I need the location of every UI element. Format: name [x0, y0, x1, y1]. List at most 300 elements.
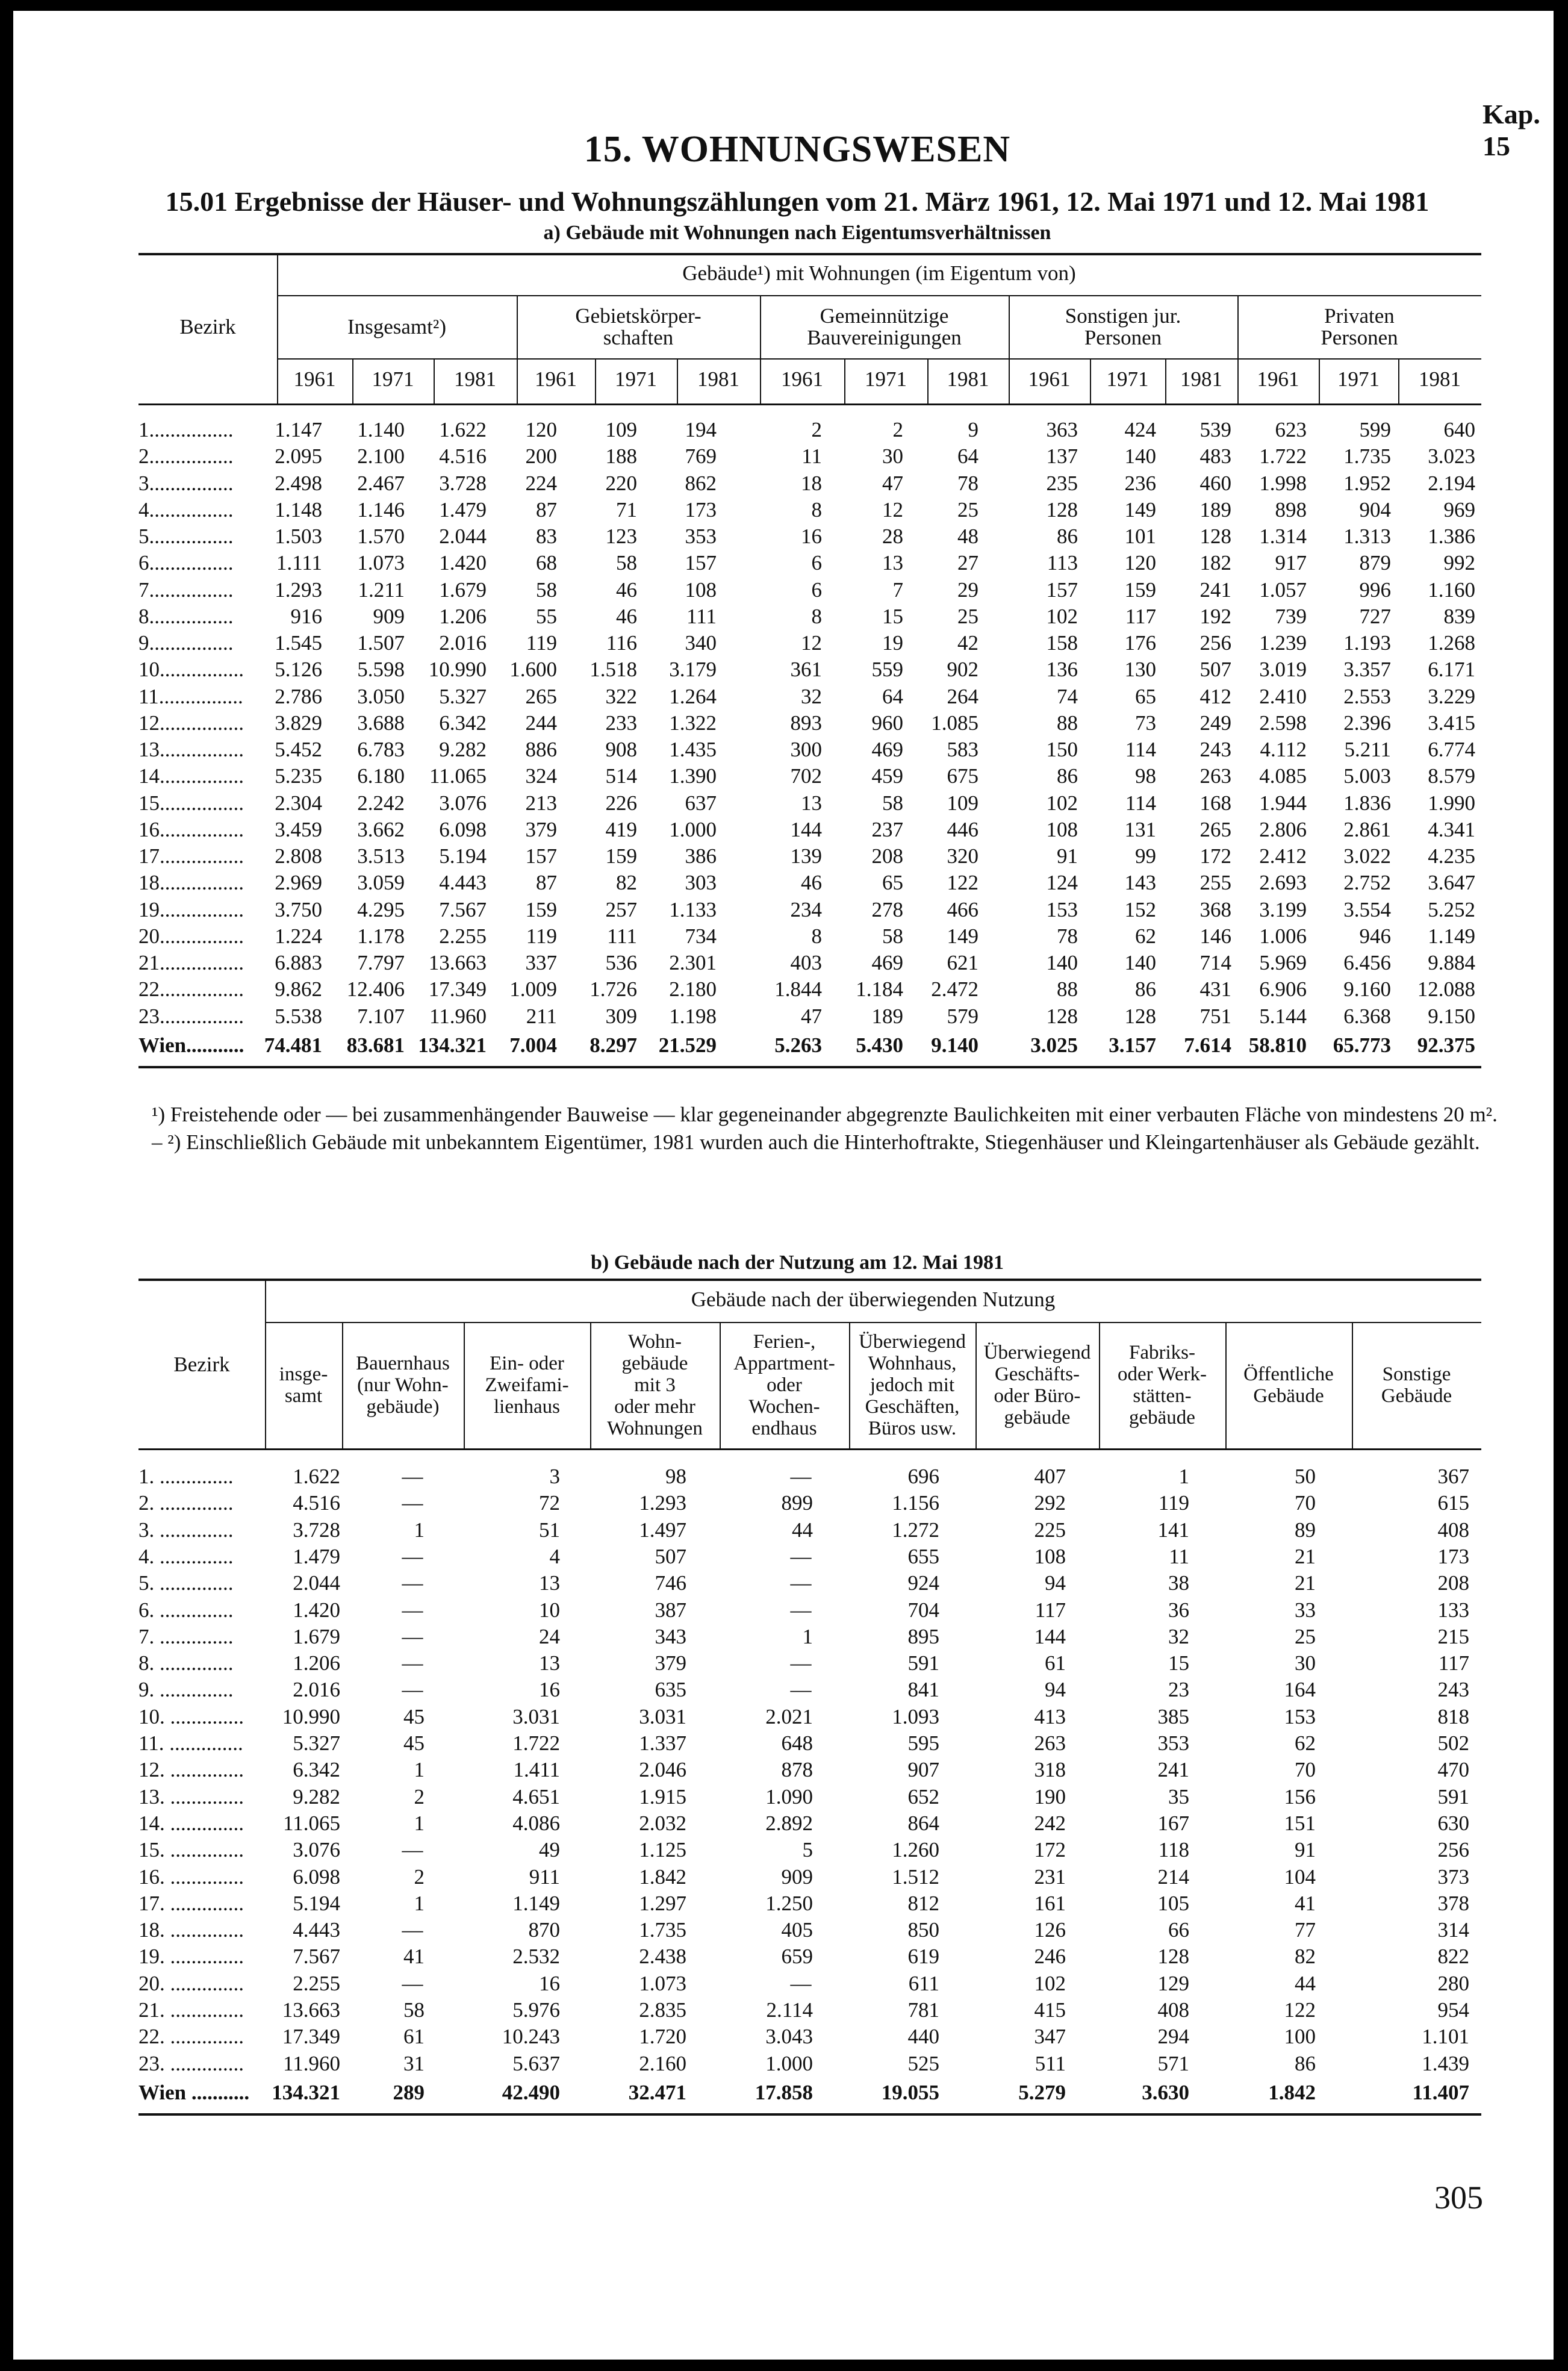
table-cell: 1.507	[357, 631, 405, 655]
table-cell: 72	[539, 1491, 560, 1515]
table-cell: 104	[1284, 1865, 1316, 1889]
table-cell: 25	[957, 604, 978, 628]
table-cell: 1.439	[1422, 2051, 1469, 2075]
table-cell: —	[402, 1678, 423, 1702]
table-cell: 1.085	[931, 711, 978, 735]
table-cell: 64	[882, 684, 903, 708]
rule	[720, 1322, 721, 1448]
table-cell: 44	[792, 1518, 813, 1542]
table-cell: 2.255	[439, 924, 487, 948]
table-cell: 6.883	[275, 951, 322, 974]
table-cell: 324	[525, 764, 557, 788]
table-cell: 960	[871, 711, 903, 735]
table-cell: 343	[655, 1624, 686, 1648]
year-header: 1981	[947, 367, 989, 391]
table-cell: 2.861	[1343, 817, 1391, 841]
table-cell: 94	[1045, 1678, 1066, 1702]
rule	[927, 358, 929, 403]
column-header: Wohn- gebäude mit 3 oder mehr Wohnungen	[607, 1331, 703, 1439]
table-cell: 1.133	[669, 897, 717, 921]
table-cell: 4	[549, 1544, 560, 1568]
table-cell: 3.630	[1142, 2080, 1189, 2104]
table-cell: 65	[1135, 684, 1156, 708]
row-label: 13. ..............	[138, 1784, 244, 1809]
table-cell: 361	[790, 658, 822, 682]
table-cell: 137	[1046, 444, 1078, 469]
table-cell: 3.829	[275, 711, 322, 735]
table-cell: 1.073	[357, 551, 405, 575]
table-cell: 904	[1359, 497, 1391, 522]
table-cell: 1.314	[1259, 525, 1307, 548]
table-cell: —	[402, 1918, 423, 1942]
table-cell: 119	[526, 924, 557, 948]
table-row	[13, 91, 1356, 117]
table-cell: 3.513	[357, 844, 405, 868]
table-cell: 108	[1046, 817, 1078, 841]
table-cell: 256	[1199, 631, 1231, 655]
table-cell: 2.100	[357, 444, 405, 469]
table-cell: 5.430	[856, 1033, 903, 1057]
year-header: 1971	[615, 367, 657, 391]
row-label: 1. ..............	[138, 1465, 234, 1488]
table-cell: 2.301	[669, 951, 717, 974]
table-cell: 1.156	[892, 1491, 939, 1515]
table-cell: 7	[892, 578, 903, 602]
table-cell: 46	[616, 604, 637, 628]
table-cell: 2.021	[765, 1704, 813, 1728]
table-cell: 136	[1046, 658, 1078, 682]
year-header: 1961	[781, 367, 823, 391]
table-cell: 213	[525, 791, 557, 815]
table-cell: 91	[1295, 1838, 1316, 1862]
table-cell: 1.844	[774, 977, 822, 1002]
table-cell: —	[402, 1598, 423, 1622]
table-cell: 2.438	[639, 1945, 686, 1969]
table-cell: 70	[1295, 1491, 1316, 1515]
table-cell: 280	[1437, 1971, 1469, 1995]
table-cell: 3.199	[1259, 897, 1307, 921]
year-header: 1981	[1180, 367, 1222, 391]
table-cell: 124	[1046, 871, 1078, 895]
table-cell: 11.960	[429, 1004, 487, 1028]
table-cell: 1.147	[275, 418, 322, 441]
table-cell: 3.554	[1343, 897, 1391, 921]
rule	[1398, 358, 1399, 403]
table-cell: 992	[1443, 551, 1475, 575]
table-cell: 630	[1437, 1811, 1469, 1835]
table-cell: 234	[790, 897, 822, 921]
table-cell: 1	[802, 1624, 813, 1648]
table-cell: 1.160	[1428, 578, 1475, 602]
table-cell: 10	[539, 1598, 560, 1622]
table-cell: 379	[525, 817, 557, 841]
table-cell: 5.003	[1343, 764, 1391, 788]
table-cell: 2	[414, 1784, 425, 1809]
table-cell: 10.990	[428, 658, 487, 682]
table-cell: 32	[801, 684, 822, 708]
table-cell: 111	[607, 924, 637, 948]
table-cell: 190	[1034, 1784, 1066, 1809]
table-cell: 714	[1199, 951, 1231, 974]
table-cell: 5.327	[293, 1731, 340, 1755]
row-label: 8. ..............	[138, 1651, 234, 1675]
table-cell: 8.297	[590, 1033, 637, 1057]
table-cell: 3.662	[357, 817, 405, 841]
table-cell: 3.728	[439, 471, 487, 495]
table-cell: 11.960	[283, 2051, 340, 2075]
table-cell: 21	[1295, 1544, 1316, 1568]
year-header: 1981	[697, 367, 739, 391]
table-cell: 173	[1437, 1544, 1469, 1568]
table-cell: 192	[1199, 604, 1231, 628]
row-label: 18. ..............	[138, 1918, 244, 1942]
rule	[138, 1279, 1481, 1281]
row-label: 13................	[138, 738, 244, 761]
table-cell: 140	[1124, 444, 1156, 469]
table-cell: 86	[1057, 525, 1078, 548]
table-cell: 407	[1034, 1465, 1066, 1488]
table-cell: 225	[1034, 1518, 1066, 1542]
table-cell: 73	[1135, 711, 1156, 735]
table-cell: 62	[1135, 924, 1156, 948]
row-label: Wien...........	[138, 1033, 244, 1057]
table-cell: 2.808	[275, 844, 322, 868]
table-cell: 9.160	[1343, 977, 1391, 1002]
table-cell: 246	[1034, 1945, 1066, 1969]
document-page	[13, 11, 1554, 2360]
table-cell: 2.969	[275, 871, 322, 895]
table-cell: 13.663	[282, 1998, 340, 2022]
table-cell: 1.140	[357, 418, 405, 441]
table-cell: 119	[1158, 1491, 1189, 1515]
table-cell: 237	[871, 817, 903, 841]
table-cell: 78	[1057, 924, 1078, 948]
table-cell: 1.545	[275, 631, 322, 655]
bezirk-header: Bezirk	[179, 315, 236, 338]
table-cell: 265	[1199, 817, 1231, 841]
table-cell: 30	[1295, 1651, 1316, 1675]
table-cell: 116	[606, 631, 637, 655]
table-cell: 2.806	[1259, 817, 1307, 841]
table-cell: 242	[1034, 1811, 1066, 1835]
table-cell: —	[402, 1544, 423, 1568]
table-cell: 114	[1125, 738, 1156, 761]
table-cell: 1.146	[357, 497, 405, 522]
table-cell: 32	[1168, 1624, 1189, 1648]
year-header: 1961	[535, 367, 577, 391]
table-cell: 44	[1295, 1971, 1316, 1995]
table-cell: 48	[957, 525, 978, 548]
year-header: 1971	[372, 367, 414, 391]
table-cell: 61	[403, 2025, 425, 2049]
row-label: 9................	[138, 631, 234, 655]
table-cell: 4.443	[439, 871, 487, 895]
group-header: Insgesamt²)	[347, 315, 447, 338]
row-label: 9. ..............	[138, 1678, 234, 1702]
table-cell: 818	[1437, 1704, 1469, 1728]
table-cell: 128	[1157, 1945, 1189, 1969]
table-a-caption: a) Gebäude mit Wohnungen nach Eigentumsverhältnissen	[543, 222, 1051, 244]
table-cell: 1.178	[357, 924, 405, 948]
table-cell: 559	[871, 658, 903, 682]
table-cell: 954	[1437, 1998, 1469, 2022]
table-cell: 511	[1034, 2051, 1066, 2075]
table-cell: 263	[1199, 764, 1231, 788]
table-cell: 648	[781, 1731, 813, 1755]
table-cell: 353	[685, 525, 717, 548]
table-cell: 263	[1034, 1731, 1066, 1755]
rule	[138, 403, 1481, 405]
table-cell: 591	[907, 1651, 939, 1675]
table-cell: 1.206	[439, 604, 487, 628]
table-cell: 2.032	[639, 1811, 686, 1835]
column-header: Überwiegend Wohnhaus, jedoch mit Geschäften, Büros usw.	[859, 1331, 966, 1439]
column-header: Ferien-, Appartment- oder Wochen- endhaus	[733, 1331, 835, 1439]
table-cell: —	[402, 1465, 423, 1488]
table-cell: 235	[1046, 471, 1078, 495]
table-cell: 3.025	[1030, 1033, 1078, 1057]
row-label: 19................	[138, 897, 244, 921]
table-cell: 1.722	[1259, 444, 1307, 469]
table-cell: 149	[1124, 497, 1156, 522]
row-label: 15................	[138, 791, 244, 815]
table-cell: 1.570	[357, 525, 405, 548]
table-cell: 2.242	[357, 791, 405, 815]
table-cell: 13.663	[428, 951, 487, 974]
table-cell: 878	[781, 1758, 813, 1782]
table-cell: 2	[414, 1865, 425, 1889]
table-cell: 879	[1359, 551, 1391, 575]
table-cell: 2.160	[639, 2051, 686, 2075]
table-cell: 611	[908, 1971, 939, 1995]
table-cell: 6	[811, 578, 822, 602]
table-cell: 2.553	[1343, 684, 1391, 708]
table-cell: 1.198	[669, 1004, 717, 1028]
table-cell: 1.193	[1343, 631, 1391, 655]
table-cell: 15	[882, 604, 903, 628]
table-cell: 28	[882, 525, 903, 548]
rule	[464, 1322, 465, 1448]
table-cell: 11	[801, 444, 822, 469]
span-header: Gebäude nach der überwiegenden Nutzung	[691, 1288, 1056, 1311]
table-cell: 58	[882, 791, 903, 815]
table-cell: 387	[655, 1598, 686, 1622]
row-label: 2. ..............	[138, 1491, 234, 1515]
table-cell: 264	[947, 684, 978, 708]
table-cell: 153	[1046, 897, 1078, 921]
table-cell: 256	[1437, 1838, 1469, 1862]
table-cell: 363	[1046, 418, 1078, 441]
table-cell: 1.411	[513, 1758, 560, 1782]
table-cell: 1.009	[509, 977, 557, 1002]
table-cell: 7.567	[293, 1945, 340, 1969]
table-cell: 318	[1034, 1758, 1066, 1782]
table-cell: 1.297	[639, 1891, 686, 1915]
table-cell: 996	[1359, 578, 1391, 602]
table-cell: 172	[1199, 844, 1231, 868]
table-row	[13, 1210, 1356, 1237]
table-cell: 6.456	[1343, 951, 1391, 974]
table-cell: 591	[1437, 1784, 1469, 1809]
table-cell: 898	[1275, 497, 1307, 522]
table-cell: 18	[801, 471, 822, 495]
table-cell: 9.862	[275, 977, 322, 1002]
year-header: 1971	[865, 367, 907, 391]
table-cell: 23	[1168, 1678, 1189, 1702]
table-cell: 1.293	[275, 578, 322, 602]
table-cell: 123	[605, 525, 637, 548]
rule	[1225, 1322, 1227, 1448]
table-cell: 1.479	[439, 497, 487, 522]
table-cell: 6.342	[293, 1758, 340, 1782]
table-cell: 215	[1437, 1624, 1469, 1648]
table-cell: 152	[1124, 897, 1156, 921]
row-label: 6. ..............	[138, 1598, 234, 1622]
table-cell: 886	[525, 738, 557, 761]
table-cell: 65.773	[1333, 1033, 1391, 1057]
table-cell: 134.321	[272, 2080, 340, 2104]
table-cell: 1.679	[293, 1624, 340, 1648]
table-cell: 5.327	[439, 684, 487, 708]
table-cell: —	[402, 1571, 423, 1595]
chapter-title: 15. WOHNUNGSWESEN	[583, 129, 1011, 170]
table-cell: 408	[1437, 1518, 1469, 1542]
table-cell: 1.093	[892, 1704, 939, 1728]
table-cell: 2.396	[1343, 711, 1391, 735]
table-cell: 1.090	[765, 1784, 813, 1809]
row-label: 7................	[138, 578, 234, 602]
table-cell: 141	[1157, 1518, 1189, 1542]
table-cell: 1.726	[590, 977, 637, 1002]
table-cell: 119	[526, 631, 557, 655]
table-cell: 13	[539, 1651, 560, 1675]
table-cell: 29	[957, 578, 978, 602]
rule	[138, 1066, 1481, 1068]
table-cell: 208	[871, 844, 903, 868]
table-cell: 3.076	[439, 791, 487, 815]
group-header: Gebietskörper- schaften	[575, 304, 702, 349]
table-cell: 1.622	[293, 1465, 340, 1488]
table-cell: 303	[685, 871, 717, 895]
table-cell: 19.055	[881, 2080, 939, 2104]
table-cell: 243	[1199, 738, 1231, 761]
table-cell: 5.194	[439, 844, 487, 868]
table-cell: 507	[655, 1544, 686, 1568]
table-cell: 292	[1034, 1491, 1066, 1515]
table-cell: 122	[947, 871, 978, 895]
table-cell: 83.681	[346, 1033, 405, 1057]
table-cell: 1.998	[1259, 471, 1307, 495]
table-cell: 12	[801, 631, 822, 655]
table-cell: 5.637	[512, 2051, 560, 2075]
table-cell: 78	[957, 471, 978, 495]
table-cell: 5.211	[1344, 738, 1391, 761]
table-cell: 157	[525, 844, 557, 868]
table-cell: 2	[892, 418, 903, 441]
table-cell: 6.906	[1259, 977, 1307, 1002]
table-cell: 74	[1057, 684, 1078, 708]
table-cell: 4.085	[1259, 764, 1307, 788]
table-cell: 704	[907, 1598, 939, 1622]
table-cell: 1	[1178, 1465, 1189, 1488]
year-header: 1981	[1419, 367, 1461, 391]
row-label: 1................	[138, 418, 234, 441]
column-header: Öffentliche Gebäude	[1243, 1363, 1334, 1407]
table-cell: 144	[1034, 1624, 1066, 1648]
table-cell: 675	[947, 764, 978, 788]
page-number: 305	[1434, 2179, 1483, 2216]
table-cell: 502	[1437, 1731, 1469, 1755]
table-cell: 7.567	[439, 897, 487, 921]
row-label: 17................	[138, 844, 244, 868]
table-cell: 65	[882, 871, 903, 895]
table-cell: 51	[539, 1518, 560, 1542]
table-cell: 1.148	[275, 497, 322, 522]
table-title: 15.01 Ergebnisse der Häuser- und Wohnungszählungen vom 21. März 1961, 12. Mai 1971 und 12. Mai 1981	[165, 186, 1430, 217]
table-cell: 143	[1124, 871, 1156, 895]
table-cell: 10.990	[282, 1704, 340, 1728]
row-label: 23................	[138, 1004, 244, 1028]
table-cell: 42.490	[502, 2080, 560, 2104]
table-cell: 1.268	[1428, 631, 1475, 655]
group-header: Sonstigen jur. Personen	[1065, 304, 1181, 349]
table-cell: 46	[801, 871, 822, 895]
row-label: 14................	[138, 764, 244, 788]
table-cell: 3.022	[1343, 844, 1391, 868]
table-cell: 17.349	[282, 2025, 340, 2049]
rule	[1099, 1322, 1100, 1448]
table-cell: 33	[1295, 1598, 1316, 1622]
table-cell: 139	[790, 844, 822, 868]
table-cell: —	[402, 1624, 423, 1648]
table-cell: 8	[811, 924, 822, 948]
table-cell: 98	[665, 1465, 686, 1488]
table-cell: 244	[525, 711, 557, 735]
table-cell: 571	[1157, 2051, 1189, 2075]
table-cell: 30	[882, 444, 903, 469]
table-cell: 924	[907, 1571, 939, 1595]
table-cell: 2.410	[1259, 684, 1307, 708]
table-cell: 7.107	[357, 1004, 405, 1028]
table-cell: 781	[907, 1998, 939, 2022]
table-cell: 403	[790, 951, 822, 974]
table-cell: 172	[1034, 1838, 1066, 1862]
group-header: Gemeinnützige Bauvereinigungen	[807, 304, 962, 349]
table-cell: 1.952	[1343, 471, 1391, 495]
table-cell: 159	[605, 844, 637, 868]
table-cell: 156	[1284, 1784, 1316, 1809]
table-cell: —	[790, 1571, 812, 1595]
table-cell: 226	[605, 791, 637, 815]
table-cell: 74.481	[264, 1033, 322, 1057]
table-cell: 4.516	[439, 444, 487, 469]
table-cell: 3.459	[275, 817, 322, 841]
table-cell: 117	[1034, 1598, 1066, 1622]
table-cell: 4.086	[512, 1811, 560, 1835]
table-cell: 188	[605, 444, 637, 469]
table-cell: 100	[1284, 2025, 1316, 2049]
table-cell: 902	[947, 658, 978, 682]
table-cell: 621	[947, 951, 978, 974]
row-label: 7. ..............	[138, 1624, 234, 1648]
table-cell: 862	[685, 471, 717, 495]
table-cell: 71	[616, 497, 637, 522]
rule	[138, 1448, 1481, 1450]
table-cell: 1.915	[639, 1784, 686, 1809]
table-cell: 379	[655, 1651, 686, 1675]
table-cell: 440	[907, 2025, 939, 2049]
table-cell: 120	[525, 418, 557, 441]
